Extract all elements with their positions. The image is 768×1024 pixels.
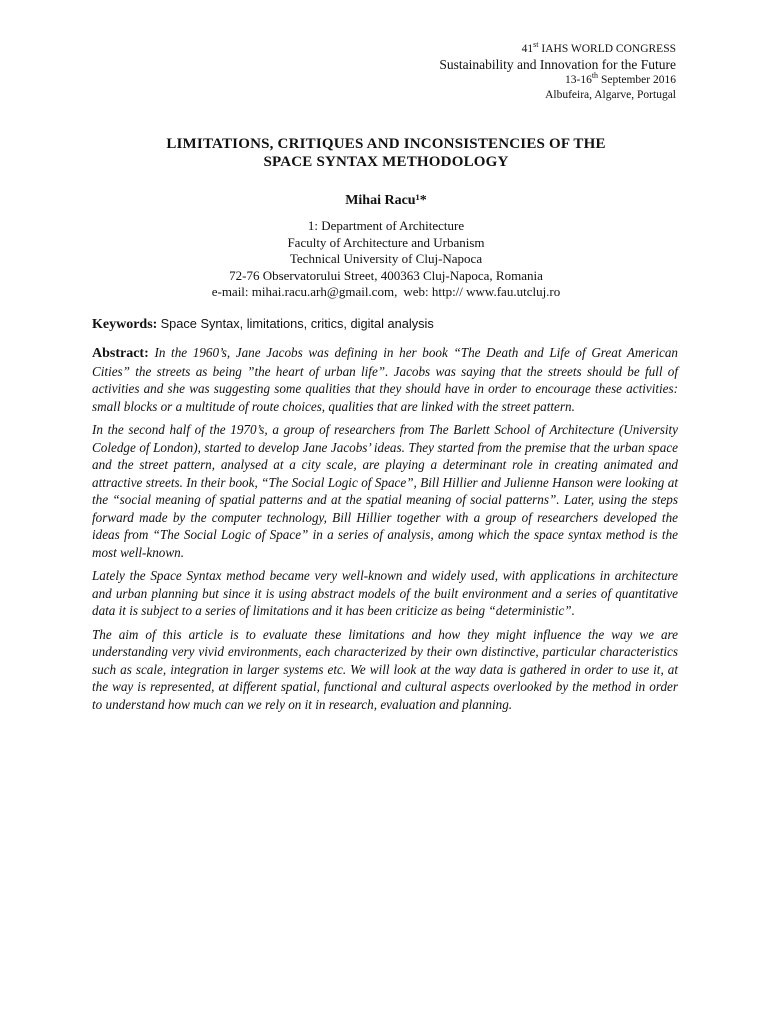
abstract-label: Abstract: (92, 346, 149, 361)
congress-title (256, 42, 676, 57)
abstract-paragraph-1 (92, 344, 678, 415)
congress-number: 41 (521, 43, 534, 55)
paper-title-line-2: SPACE SYNTAX METHODOLOGY (263, 154, 509, 170)
abstract-paragraph-2: In the second half of the 1970’s, a group of researchers from The Barlett School of Architecture (University Coledge of London), started to develop Jane Jacobs’ ideas. They started from the premise that the urban space and the street pattern, analysed at a city scale, are playing a determinant role in creating animated and attractive streets. In their book, “The Social Logic of Space”, Bill Hillier and Julienne Hanson were looking at the “social meaning of spatial patterns and at the spatial meaning of social patterns”. Later, using the steps forward made by the computer technology, Bill Hillier together with a group of researchers developed the ideas from “The Social Logic of Space” in a series of analysis, among which the space syntax method is the most well-known. (92, 422, 678, 560)
abstract-paragraph-4: The aim of this article is to evaluate these limitations and how they might influence the way we are understanding very vivid environments, each characterized by their own distinctive, particular characteristics such as scale, integration in larger systems etc. We will look at the way data is gathered in order to use it, at the way is represented, at different spatial, functional and cultural aspects overlooked by the method in order to understand how much can we rely on it in research, evaluation and planning. (92, 626, 678, 712)
abstract-paragraph-1-text: In the 1960’s, Jane Jacobs was defining in her book “The Death and Life of Great American Cities” the streets as being ”the heart of urban life”. Jacobs was saying that the streets should be full of activities and she was suggesting some qualities that they should have in order to encourage these activities: small blocks or a multitude of route choices, qualities that are linked with the street pattern. (92, 345, 678, 414)
keywords-text: Space Syntax, limitations, critics, digital analysis (160, 316, 434, 331)
abstract-section (92, 344, 678, 719)
date-month-year: September 2016 (600, 74, 676, 86)
congress-location: Albufeira, Algarve, Portugal (545, 89, 676, 101)
congress-theme: Sustainability and Innovation for the Future (439, 57, 676, 72)
contact-line (92, 284, 680, 301)
author-name: Mihai Racu¹* (345, 193, 427, 208)
congress-date (256, 73, 676, 88)
date-range: 13-16 (564, 74, 592, 86)
affiliation-address: 72-76 Observatorului Street, 400363 Cluj-Napoca, Romania (229, 267, 543, 283)
keywords-line (92, 315, 680, 334)
keywords-label: Keywords: (92, 317, 158, 332)
affiliation-university: Technical University of Cluj-Napoca (289, 251, 483, 266)
paper-title-line-1: LIMITATIONS, CRITIQUES AND INCONSISTENCIES OF THE (166, 136, 606, 152)
email-address[interactable]: e-mail: mihai.racu.arh@gmail.com, (211, 284, 398, 299)
congress-header (256, 42, 676, 103)
affiliation-department: 1: Department of Architecture (307, 218, 465, 233)
abstract-paragraph-3: Lately the Space Syntax method became very well-known and widely used, with applications in architecture and urban planning but since it is using abstract models of the built environment and a series of quantitative data it is subject to a series of limitations and it has been criticize as being “deterministic”. (92, 568, 678, 618)
web-link[interactable]: web: http:// www.fau.utcluj.ro (403, 284, 561, 299)
congress-name: IAHS WORLD CONGRESS (541, 43, 676, 55)
paper-title (92, 135, 680, 171)
author-affiliation (92, 218, 680, 301)
congress-ordinal: st (533, 40, 539, 50)
affiliation-faculty: Faculty of Architecture and Urbanism (287, 234, 485, 250)
date-ordinal: th (591, 71, 599, 81)
